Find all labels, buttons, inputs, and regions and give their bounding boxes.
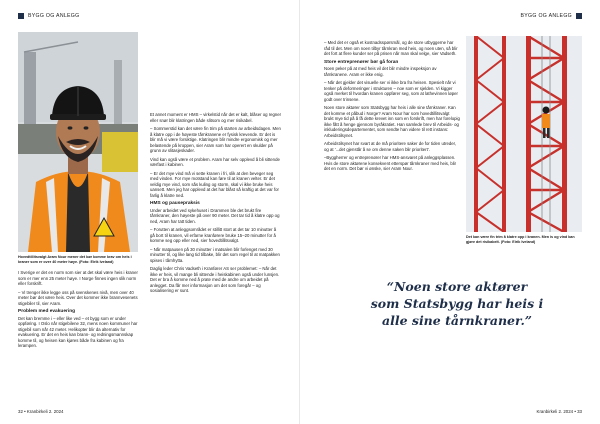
subheading: Store entreprenører bør gå foran: [324, 59, 399, 65]
paragraph: – Forutten at anleggsområdet er stillitt stort at det tar 10 minutter å gå bort til kranen, vil erfarne kranførere bruke 15–20 minutter for å komme seg opp eller ned, sier hovedtillitsvalgt.: [150, 227, 277, 243]
section-marker-icon: [576, 13, 582, 19]
pull-quote-line: alle sine tårnkraner.”: [382, 313, 532, 328]
crane-photo: [466, 36, 582, 232]
section-label: BYGG OG ANLEGG: [28, 13, 80, 19]
article-column-3: [324, 40, 460, 175]
article-column-2: [150, 112, 282, 297]
paragraph: – Med det er også et kostnadsspørsmål, og de store utbyggerne har råd til det. Men om noen tilbyr tårnkran med heis, og noen uten, så blir det fort at flere kunder ser på prisen når man skal velge, sier Vadseth.: [324, 40, 458, 56]
right-page: [300, 0, 600, 424]
paragraph: Noen peker på at med heis vil det blir mindre inspeksjon av tårnkranene. Aram er ikke enig.: [324, 66, 437, 77]
worker-photo-caption: Hovedtillitsvalgt Aram Nour mener det bør komme krav om heis i kraner som er over 40 meter høye. (Foto: Eirik Iveland): [18, 255, 132, 264]
paragraph: Noen store aktører som Statsbygg har heis i alle sine tårnkraner. Kan det komme et påbud i Norge? Aram Nour har som hovedtillitsvalgt brukt mye tid på å få dette krevet inn som en forskrift, men har forelopig ikke fått å henge gjennom byråkratiet. Han samlede brev til Arbeids- og inkluderingsdepartementet, som sendte han videre til rett instans: Arbeidstilsynet.: [324, 105, 460, 138]
pull-quote: [330, 278, 584, 329]
pull-quote-line: som Statsbygg har heis i: [370, 296, 544, 311]
paragraph: Under arbeidet ved sykehuset i Drammen ble det brukt fire tårnkraner, den høyeste på over 90 meter. Det tar tid å klatre opp og ned, Aram har tatt tiden.: [150, 207, 280, 224]
paragraph: Et annet moment er HMS – virkelstid når det er kalt, blåser og regner eller snør blir klatringen både slitsom og mer risikabel.: [150, 112, 282, 123]
paragraph: Arbeidstilsynet har svart at de må prioritere saker de for tiden utreder, og at '...det gjenstår å se om denne saken blir prioritert'.: [324, 141, 457, 152]
paragraph: – Er det mye vind må vi sette kranen i fri, slik at den beveger seg med vinden. For mye motstand kan føre til at kranen velter. Er det veldig mye vind, som sås kuling og storm, skal vi ikke bruke heis uansett. Men jeg har opplevd at det har blåst så kraftig at det var for farlig å klatre ned.: [150, 170, 279, 198]
paragraph: Vind kan også være et problem. Aram har selv opplevd å bli sittende værfast i kabinen.: [150, 156, 280, 167]
crane-photo-caption: Det kan være fin trim å klatre opp i kranen. Men is og vind kan gjøre det risikabelt. (Foto: Eirik Iveland): [466, 235, 575, 244]
subheading: Problem med evakuering: [18, 309, 76, 314]
paragraph: – Når det gjelder det visuelle ser vi ikke bra fra heisen. Spesielt når vi tenker på deformeringer i strukturen – noe som er sjelden. Vi kigger også merket til hvordan kranen oppfører seg, som at lathevinnen løper godt over trinsene.: [324, 80, 458, 102]
worker-photo: [18, 32, 138, 252]
paragraph: Daglig leder Chris Vadseth i Kranfører AS ser problemet: – Når det ikke er heis, vil mange bli sittende i heiskabinen også under lunsjen. Det er bra å komme ned å prate med de andre om arbeidet på anlegget. Da får mer informasjon om det som foregår – og sosialisering er sunt.: [150, 266, 280, 293]
section-marker-icon: [18, 13, 24, 19]
paragraph: – Sommerstid kan det være fin trim på starten av arbeidsdagen. Men å klatre opp i de høyeste tårnkranene er fysisk krevende. Er det is blir må vi være forsiktige. Klatringen blir mindre ergonomisk og mer belastende på kroppen, sier Aram som har operert en skulder på grunn av slitasjeskader.: [150, 126, 281, 153]
page-number-right: Kranbirkeli 2. 2024 • 33: [536, 409, 582, 414]
section-tag-left: [18, 13, 79, 19]
paragraph: – Vi trenger ikke legge oss på svenskenes nivå, men over 40 meter bør det være heis. Over det kommer ikke brannvesenets stigebiler til, sier Aram.: [18, 289, 138, 306]
page-number-left: 32 • Kranbirkeli 2. 2024: [18, 409, 64, 414]
paragraph: Det kan bremme i – eller like ved – et bygg som er under oppføring. I Oslo når stigebilene 32, mens noen kommuner har stigebil som når 42 meter. Helikopter blir da alternativ for evakuering. Er det en heis kan brann- og redningsmannskap komme til, og heisen kan kjøres både fra kabinen og fra lerampen.: [18, 315, 138, 348]
subheading: HMS og pausepraksis: [150, 201, 200, 206]
pull-quote-line: “Noen store aktører: [386, 279, 528, 294]
paragraph: I Sverige er det en norm som sier at det skal være heis i kraner som er mer enn 25 meter høye. I Norge finnes ingen slik norm eller forskrift.: [18, 270, 138, 286]
article-column-1: [18, 270, 142, 352]
section-label: BYGG OG ANLEGG: [520, 13, 572, 19]
paragraph: – Når matpausen på 30 minutter i matsalen blir forlenget med 30 minutter til, og like lang tid tilbake, blir det som regel til at matpakken spises i tårnhytta.: [150, 246, 280, 263]
section-tag-right: [521, 13, 582, 19]
paragraph: –Byggherrer og entreprenører har HMS-ansvaret på anleggsplassen. Hvis de store aktørene konsekvent etterspør tårnkraner med heis, blir det en norm. Det bør vi ønske, sier Aram Nour.: [324, 155, 457, 171]
